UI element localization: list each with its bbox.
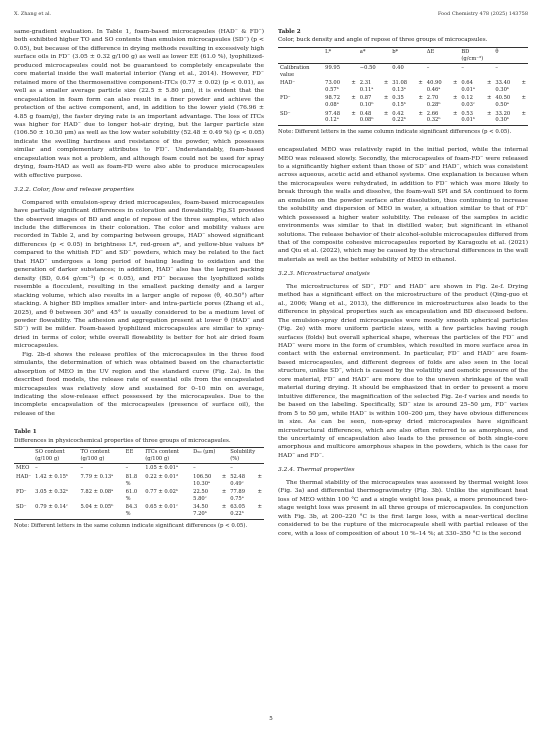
table-header-cell [278, 47, 323, 63]
section-heading: 3.2.4. Thermal properties [278, 467, 355, 474]
table-cell: 52.48 ± 0.49ᶜ [230, 474, 262, 487]
table-cell: MEO [16, 465, 30, 472]
table-header-cell: BD (g/cm⁻³) [461, 48, 484, 62]
table-header-cell: ΔE [426, 48, 435, 55]
table-cell: HAD⁻ [16, 474, 32, 481]
table-cell: 40.50 ± 0.50ᵃ [495, 95, 526, 109]
table-header-cell [14, 448, 33, 464]
table-row [14, 503, 264, 519]
table-header-cell: D₅₀ (μm) [193, 449, 216, 456]
table-cell: 0.42 ± 0.22ᵇ [392, 110, 423, 124]
table-cell: 2.31 ± 0.11ᵃ [359, 80, 389, 93]
table-header-cell: SO content (g/100 g) [35, 449, 65, 462]
paragraph: Compared with emulsion-spray dried microcapsules, foam-based microcapsules have partially significant differences in coloration and flowability. Fig.S1 provides the observed images of BD and angle of repose of the three samples, which also include the differences in their coloration. The color and mobility values are recorded in Table 2, and by comparing between groups, HAD⁻ showed significant differences (p < 0.05) in brightness L*, red-green a*, and yellow-blue values b* compared to the whitish FD⁻ and SD⁻ powders, which may be related to the fact that HAD⁻ undergoes a long period of heating leading to oxidation and the generation of darker substances; in addition, HAD⁻ also has the largest packing density (BD, 0.64 g/cm⁻³) (p < 0.05), and FD⁻ because the lyophilized solids resemble a flocculent, resulting in the smallest packing density and a larger stacking volume, which also results in a larger angle of repose (θ, 40.50°) after stacking. A higher BD implies smaller inter- and intra-particle pores (Zhang et al., 2025), and θ between 30° and 45° is usually considered to be a medium level of powder flowability. The adhesion and aggregation present at lower θ (HAD⁻ and SD⁻) will be milder. Foam-based lyophilized microcapsules are similar to spray-dried in terms of color, while overall flowability is better for hot air dried foam microcapsules. [14, 199, 264, 350]
table-row [14, 473, 264, 488]
left-column [14, 28, 264, 530]
table-cell: 0.35 ± 0.15ᵇ [392, 95, 423, 109]
table-header-row [14, 448, 264, 464]
table-cell: 2.70 ± 0.28ᵇ [426, 95, 458, 109]
paragraph: The microstructures of SD⁻, FD⁻ and HAD⁻ are shown in Fig. 2e-f. Drying method has a significant effect on the microstructure of the product (Qing-guo et al., 2006; Wang et al., 2013), the difference in microstructures also leads to the difference in physical properties such as encapsulation and BD discussed before. The emulsion-spray dried microcapsules were mostly smooth spherical particles (Fig. 2e) with more uniform particle sizes, with a few particles having rough surfaces (folds) but overall spherical shape, whereas the particles of the FD⁻ and HAD⁻ were more in the form of crumbles, which resulted in more surface area in contact with the external environment. In particular, FD⁻ and HAD⁻ are foam-based microcapsules, and different degrees of folds are also seen in the local structure, unlike SD⁻, which is caused by the volatility and osmotic pressure of the core material, FD⁻ and HAD⁻ are more due to the uneven shrinkage of the wall material during drying. It should be emphasized that in order to present a more intuitive difference, the magnification of the selected Fig. 2e-f varies and needs to be based on the labeling. Specifically, SD⁻ size is around 25–50 μm, FD⁻ varies from 5 to 50 μm, while HAD⁻ is within 100–200 μm, they have obvious differences in size. As can be seen, non-spray dried microcapsules have significant microstructural differences, which are also often referred to as amorphous, and the uncertainty of encapsulation also leads to the presence of both single-core amorphous and multicore amorphous shapes in the powders, which is the case for HAD⁻ and FD⁻. [278, 283, 528, 459]
table-header-cell: b* [392, 48, 399, 55]
table-cell: – [461, 65, 464, 72]
table-cell: 63.05 ± 0.22ᵇ [230, 504, 262, 518]
running-header-authors: X. Zhang et al. [14, 11, 52, 17]
section-heading: 3.2.3. Microstructural analysis [278, 271, 370, 278]
table-cell: 2.66 ± 0.32ᵇ [426, 110, 458, 124]
paragraph: encapsulated MEO was relatively rapid in the initial period, while the internal MEO was released slowly. Secondly, the microcapsules of foam-FD⁻ were released to a significantly higher extent than those of SD⁻ and HAD⁻, which was consistent across aqueous, acetic acid and ethanol systems. One explanation is because when the microcapsules were rehydrated, in addition to FD⁻ which was more likely to break through the walls and dissolve, the foam-wall SPI and SA continued to form an emulsion on the powder surface after dissolution, thus continuing to increase the solubility and dispersion of MEO in water, a situation similar to that of FD⁻ which possessed a higher water solubility. The release of the samples in acidic environments was similar to that in distilled water, but significant in ethanol solutions. The release behavior of their alcohol-soluble microcapsules differed from that of the composite cohesive microcapsules reported by Karagozlu et al. (2021) and Qiu et al. (2022), which may be caused by the structural differences in the wall materials as well as the better solubility of MEO in ethanol. [278, 147, 528, 263]
table-cell: 22.50 ± 5.80ᶜ [193, 489, 227, 502]
table-cell: 0.22 ± 0.01ᵈ [145, 474, 179, 481]
table-row [14, 464, 264, 473]
table-cell: 3.05 ± 0.32ᵃ [35, 489, 68, 496]
table-cell: 106.50 ± 10.30ᵃ [193, 474, 227, 487]
table-cell: 73.00 ± 0.57ᵇ [325, 80, 356, 93]
section-heading: 3.2.2. Color, flow and release properties [14, 187, 135, 194]
table-cell: – [426, 65, 430, 72]
table-cell: 5.04 ± 0.05ᵇ [80, 504, 114, 511]
table-row [14, 488, 264, 503]
table-row [278, 94, 528, 109]
table-header-cell: θ [495, 48, 499, 55]
table-cell: – [230, 465, 233, 472]
table-cell: – [193, 465, 196, 472]
paragraph: The thermal stability of the microcapsules was assessed by thermal weight loss (Fig. 3a) and differential thermogravimetry (Fig. 3b). Unlike the significant heat loss of MEO within 100 °C and a single weight loss peak, a more pronounced two-stage weight loss was present in all three groups of microcapsules. In conjunction with Fig. 3b, at 200–220 °C is the first large loss, with a near-vertical decline considered to be the rupture of the microcapsule shell with partial release of the core, with a loss of composition of about 10 %–14 %; at 330–350 °C is the second [278, 479, 528, 537]
table-header-cell: a* [359, 48, 366, 55]
table-cell: HAD⁻ [280, 80, 296, 87]
table-cell: 0.53 ± 0.01ᵇ [461, 110, 492, 124]
table-cell: 99.95 [325, 65, 341, 72]
right-column [278, 28, 528, 538]
paragraph: Fig. 2b-d shows the release profiles of the microcapsules in the three food simulants, the determination of which was obtained based on the characteristic absorption of MEO in the UV region and the standard curve (Fig. 2a). In the described food models, the release rate of essential oils from the encapsulated microcapsules was relatively slow and sustained for 0–10 min on average, indicating the slow-release effect possessed by the microcapsules. Due to the incomplete encapsulation of the microcapsules (presence of surface oil), the release of the [14, 351, 264, 417]
table-cell: 81.8 % [125, 474, 138, 487]
table-cell: 40.90 ± 0.46ᵃ [426, 80, 458, 93]
table-cell: SD⁻ [16, 504, 27, 511]
table-1 [14, 447, 264, 519]
table-cell: 1.42 ± 0.15ᵇ [35, 474, 68, 481]
table-cell: 97.48 ± 0.12ᵃ [325, 110, 356, 124]
paragraph: same-gradient evaluation. In Table 1, foam-based microcapsules (HAD⁻ & FD⁻) both exhibited higher TO and SO contents than emulsion microcapsules (SD⁻) (p < 0.05), but because of the difference in drying methods resulting in excessively high surface oils in FD⁻ (3.05 ± 0.32 g/100 g) as well as lower EE (61.0 %), lyophilized-produced microcapsules could not be guaranteed to completely encapsulate the core material inside the wall material interior (Yang et al., 2014). However, FD⁻ retained more of the thermosensitive component-ITCs (0.77 ± 0.02) (p < 0.01), as well as a smaller average particle size (22.5 ± 5.80 μm), it is evident that the encapsulation in foam form can also result in a finer powder and achieve the protection of the active component, and, in addition to the lower yield (76.96 ± 4.85 g foam/g), the faster drying rate is an important advantage. The loss of ITCs was higher for HAD⁻ due to longer hot-air drying, but the larger particle size (106.50 ± 10.30 μm) as well as the low water solubility (52.48 ± 0.49 %) (p < 0.05) indicate the swelling hardness and resistance of the powder, which possesses similar and complementary attributes to FD⁻. Understandably, foam-based encapsulation was not a problem, and although foam could not be used for spray drying, foam-HAD as well as foam-FD were also able to produce microcapsules with effective purpose. [14, 29, 264, 179]
table-cell: FD⁻ [16, 489, 27, 496]
table-cell: 0.40 [392, 65, 404, 72]
table-cell: 33.40 ± 0.30ᵇ [495, 80, 526, 93]
table-cell: 1.05 ± 0.01ᵃ [145, 465, 178, 472]
table-cell: 0.65 ± 0.01ᶜ [145, 504, 178, 511]
table-cell: 33.20 ± 0.30ᵇ [495, 110, 526, 124]
page-number: 5 [269, 716, 273, 722]
table-header-cell: L* [325, 48, 332, 55]
table-header-cell: ITCs content (g/100 g) [145, 449, 179, 462]
table-cell: 77.89 ± 0.75ᵃ [230, 489, 262, 502]
table-cell: 34.50 ± 7.20ᵇ [193, 504, 227, 518]
table-cell: 0.64 ± 0.01ᵃ [461, 80, 492, 93]
table-cell: FD⁻ [280, 95, 291, 102]
table-cell: 84.3 % [125, 504, 138, 518]
table-cell: 0.87 ± 0.10ᵇ [359, 95, 389, 109]
table-header-row [278, 47, 528, 63]
table-cell: 7.82 ± 0.08ᵃ [80, 489, 114, 496]
table-label: Table 1 [14, 429, 37, 436]
table-row [278, 110, 528, 126]
table-cell: 0.48 ± 0.08ᵇ [359, 110, 389, 124]
table-row [278, 64, 528, 80]
table-cell: 0.79 ± 0.14ᶜ [35, 504, 68, 511]
table-caption: Differences in physicochemical properties of three groups of microcapsules. [14, 437, 231, 444]
table-note: Note: Different letters in the same column indicate significant differences (p < 0.05). [14, 522, 248, 529]
table-cell: – [35, 465, 38, 472]
table-cell: – [495, 65, 498, 72]
table-note: Note: Different letters in the same column indicate significant differences (p < 0.05). [278, 128, 512, 135]
table-cell: 0.12 ± 0.03ᶜ [461, 95, 492, 109]
table-cell: 61.0 % [125, 489, 138, 502]
table-2 [278, 47, 528, 126]
table-label: Table 2 [278, 29, 301, 35]
table-header-cell: EE [125, 449, 134, 456]
table-header-cell: Solubility (%) [230, 449, 256, 462]
table-caption: Color, buck density and angle of repose of three groups of microcapsules. [278, 37, 488, 44]
table-cell: – [125, 465, 129, 472]
table-cell: 0.77 ± 0.02ᵇ [145, 489, 179, 496]
table-cell: −0.50 [359, 65, 376, 72]
table-cell: – [80, 465, 84, 472]
table-header-cell: TO content (g/100 g) [80, 449, 110, 462]
running-header-journal: Food Chemistry 478 (2025) 143758 [437, 11, 528, 17]
table-cell: 31.08 ± 0.13ᵃ [392, 80, 423, 93]
table-cell: Calibration value [280, 65, 310, 78]
table-cell: SD⁻ [280, 110, 291, 117]
table-row [278, 79, 528, 94]
table-cell: 98.72 ± 0.08ᵃ [325, 95, 356, 109]
table-cell: 7.79 ± 0.13ᵃ [80, 474, 114, 481]
